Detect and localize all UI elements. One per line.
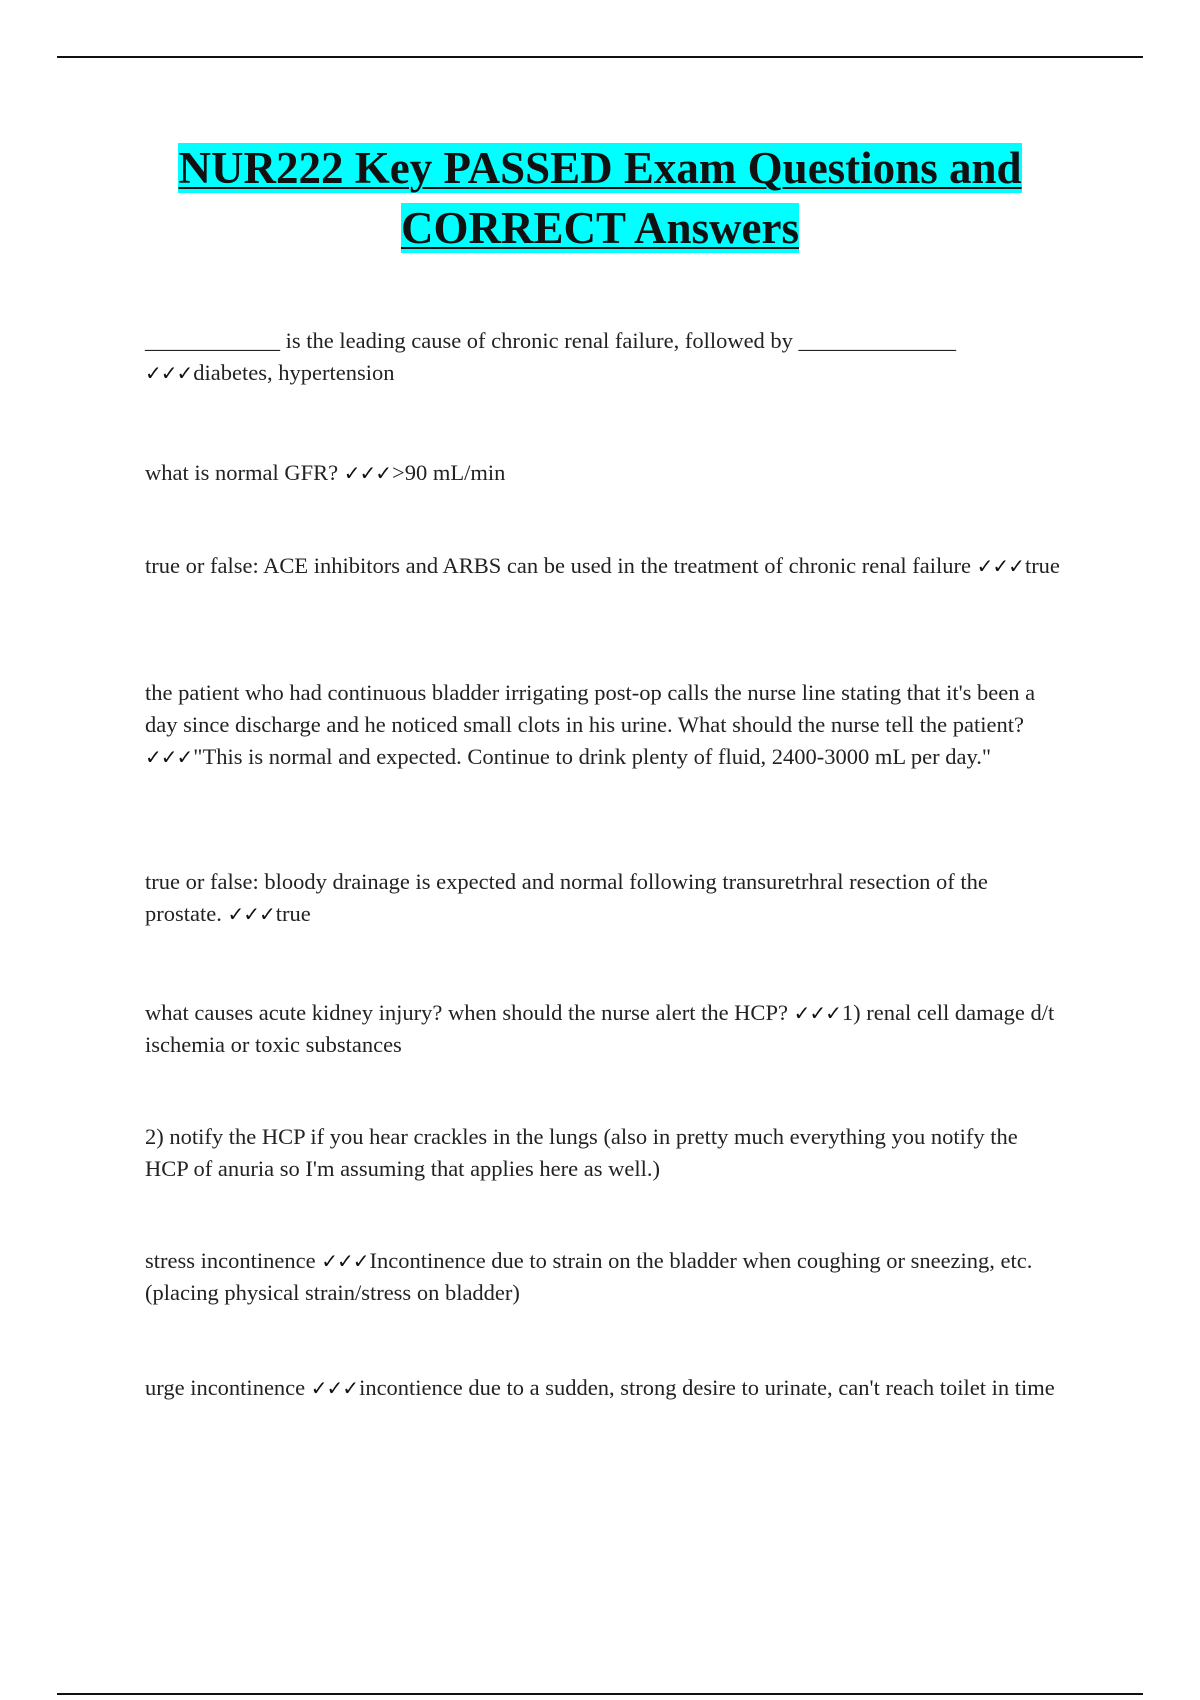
qa-entry-8 — [145, 1372, 1060, 1404]
answer-continuation-text: 2) notify the HCP if you hear crackles in the lungs (also in pretty much everything you notify the HCP of anuria so I'm assuming that applies here as well.) — [145, 1124, 1018, 1181]
answer-text: "This is normal and expected. Continue to drink plenty of fluid, 2400-3000 mL per day." — [193, 744, 992, 769]
answer-text: incontience due to a sudden, strong desire to urinate, can't reach toilet in time — [359, 1375, 1055, 1400]
check-marks-icon: ✓✓✓ — [321, 1249, 369, 1273]
question-text: true or false: bloody drainage is expected and normal following transuretrhral resection of the prostate. — [145, 869, 988, 926]
document-title — [145, 138, 1055, 258]
qa-entry-7 — [145, 1245, 1060, 1309]
check-marks-icon: ✓✓✓ — [793, 1001, 841, 1025]
answer-text: true — [275, 901, 311, 926]
document-title-text: NUR222 Key PASSED Exam Questions and CORRECT Answers — [178, 143, 1022, 253]
bottom-rule — [57, 1693, 1143, 1695]
answer-text: true — [1024, 553, 1060, 578]
question-text: what is normal GFR? — [145, 460, 344, 485]
check-marks-icon: ✓✓✓ — [343, 461, 392, 485]
question-text: the patient who had continuous bladder irrigating post-op calls the nurse line stating that it's been a day since discharge and he noticed small clots in his urine. What should the nurse tell the patient? — [145, 680, 1036, 737]
check-marks-icon: ✓✓✓ — [145, 361, 193, 385]
answer-text: Incontinence due to strain on the bladder when coughing or sneezing, etc. (placing physical strain/stress on bladder) — [145, 1248, 1033, 1305]
check-marks-icon: ✓✓✓ — [976, 554, 1024, 578]
qa-entry-5 — [145, 866, 1060, 930]
qa-entry-6 — [145, 997, 1060, 1061]
check-marks-icon: ✓✓✓ — [145, 745, 193, 769]
qa-entry-3 — [145, 550, 1060, 582]
question-text: stress incontinence — [145, 1248, 322, 1273]
question-text: true or false: ACE inhibitors and ARBS can be used in the treatment of chronic renal failure — [145, 553, 977, 578]
qa-entry-1 — [145, 325, 1060, 389]
answer-text: diabetes, hypertension — [193, 360, 395, 385]
answer-text: >90 mL/min — [392, 460, 506, 485]
qa-entry-4 — [145, 677, 1060, 773]
question-text: urge incontinence — [145, 1375, 311, 1400]
top-rule — [57, 56, 1143, 58]
qa-entry-6-continuation — [145, 1121, 1060, 1185]
answer-text: 1) renal cell damage d/t ischemia or toxic substances — [145, 1000, 1055, 1057]
qa-entry-2 — [145, 457, 1060, 489]
question-text: what causes acute kidney injury? when should the nurse alert the HCP? — [145, 1000, 794, 1025]
check-marks-icon: ✓✓✓ — [227, 902, 275, 926]
question-text: ____________ is the leading cause of chronic renal failure, followed by ______________ — [145, 328, 957, 353]
check-marks-icon: ✓✓✓ — [310, 1376, 359, 1400]
